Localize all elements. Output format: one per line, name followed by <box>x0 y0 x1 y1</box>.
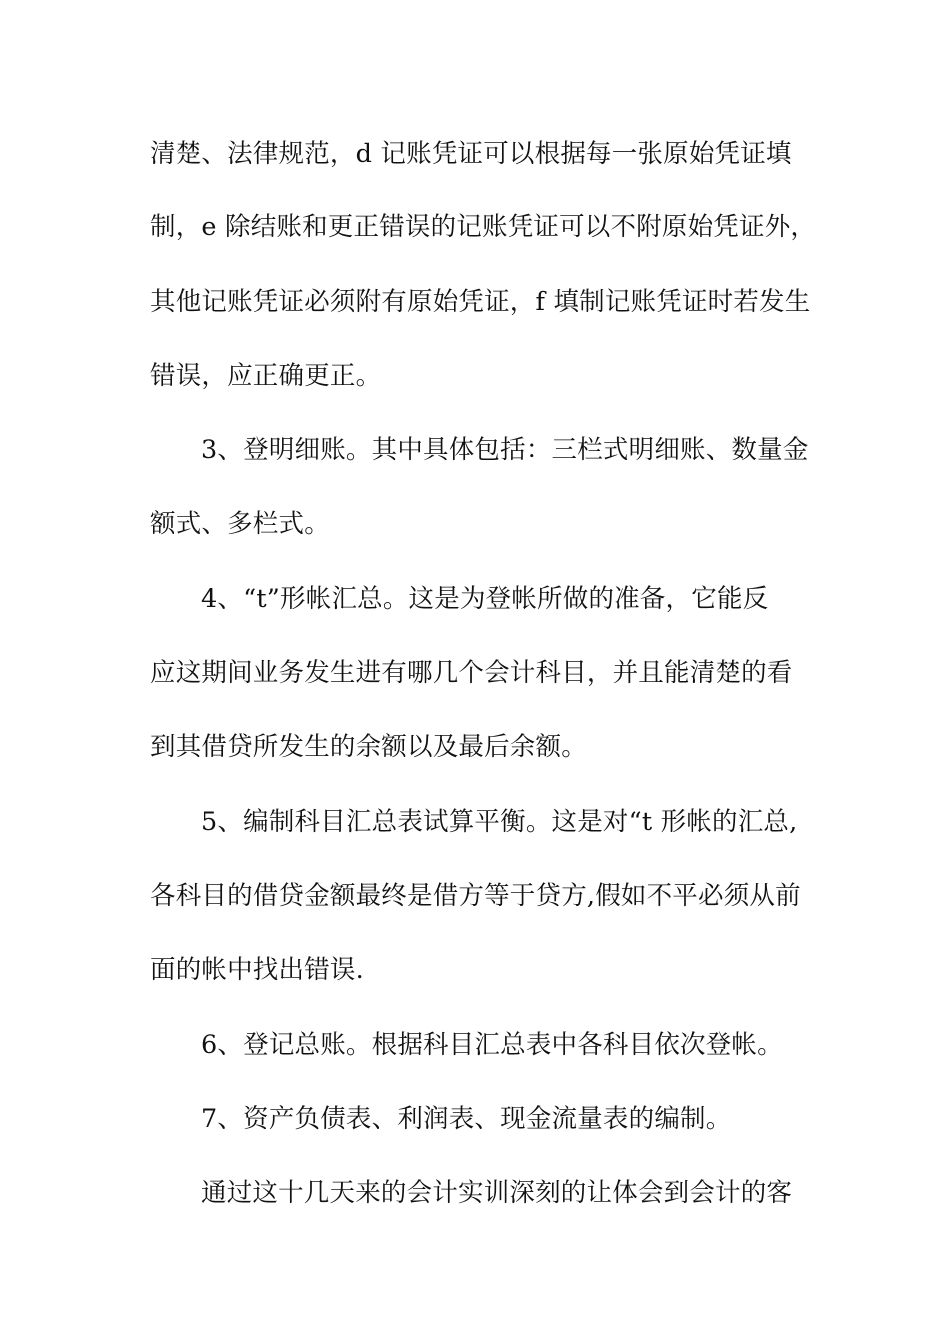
text-line: 面的帐中找出错误. <box>150 955 364 985</box>
text-line: 到其借贷所发生的余额以及最后余额。 <box>150 732 587 762</box>
text-line: 6、登记总账。根据科目汇总表中各科目依次登帐。 <box>201 1030 783 1060</box>
text-line: 7、资产负债表、利润表、现金流量表的编制。 <box>201 1104 732 1134</box>
text-line: 4、“t”形帐汇总。这是为登帐所做的准备，它能反 <box>201 584 769 614</box>
text-line: 5、编制科目汇总表试算平衡。这是对“t 形帐的汇总, <box>201 807 798 837</box>
text-line: 错误，应正确更正。 <box>150 361 382 391</box>
text-line: 清楚、法律规范，d 记账凭证可以根据每一张原始凭证填 <box>150 139 792 169</box>
text-line: 应这期间业务发生进有哪几个会计科目，并且能清楚的看 <box>150 658 793 688</box>
text-line: 其他记账凭证必须附有原始凭证，f 填制记账凭证时若发生 <box>150 287 811 317</box>
text-line: 额式、多栏式。 <box>150 509 330 539</box>
text-line: 制，e 除结账和更正错误的记账凭证可以不附原始凭证外， <box>150 212 817 242</box>
text-line: 3、登明细账。其中具体包括：三栏式明细账、数量金 <box>201 435 809 465</box>
text-line: 通过这十几天来的会计实训深刻的让体会到会计的客 <box>201 1178 793 1208</box>
text-line: 各科目的借贷金额最终是借方等于贷方,假如不平必须从前 <box>150 881 801 911</box>
